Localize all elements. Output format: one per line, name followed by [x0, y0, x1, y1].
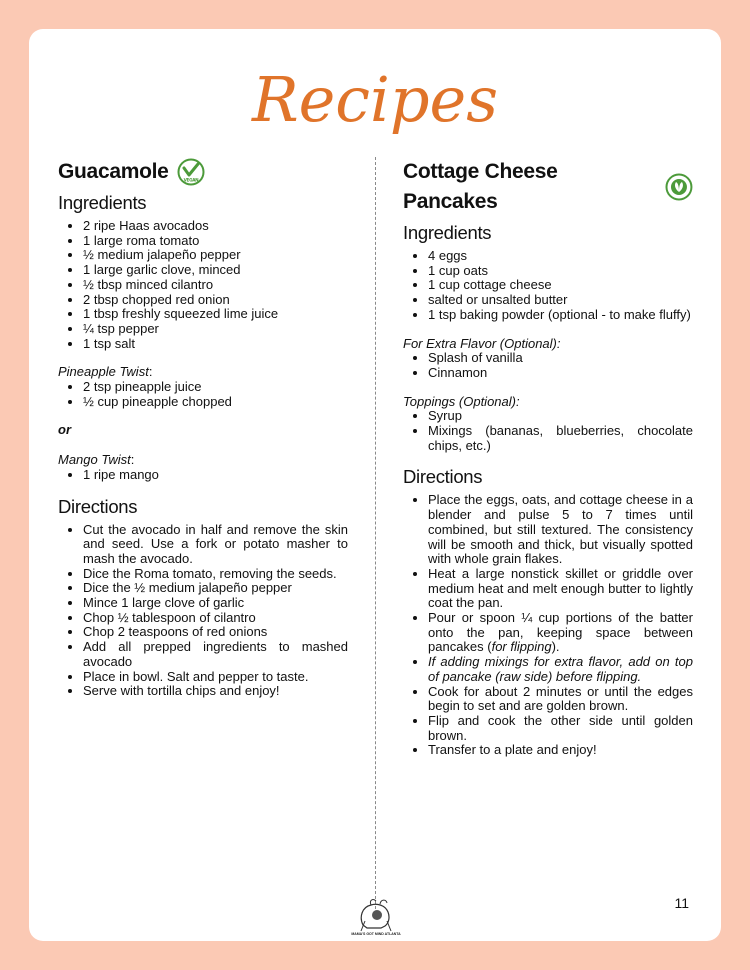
pineapple-twist-list [58, 380, 348, 409]
list-item: • Chop 2 teaspoons of red onions [83, 625, 348, 640]
list-item: • 1 tsp baking powder (optional - to make fluffy) [428, 308, 693, 323]
column-divider [375, 157, 376, 909]
guacamole-column [58, 157, 348, 699]
mango-twist-label [58, 453, 348, 468]
list-item: • salted or unsalted butter [428, 293, 693, 308]
pancakes-column [403, 157, 693, 758]
mango-twist-list [58, 468, 348, 483]
guacamole-directions-heading: Directions [58, 495, 138, 517]
list-item: • Flip and cook the other side until golden brown. [428, 714, 693, 743]
toppings-list [403, 409, 693, 453]
twist-label-text: Pineapple Twist [58, 364, 149, 380]
list-item: • 4 eggs [428, 249, 693, 264]
direction-italic-text: for flipping [491, 639, 552, 655]
list-item: • Chop ½ tablespoon of cilantro [83, 611, 348, 626]
or-separator: or [58, 422, 71, 438]
list-item: • Heat a large nonstick skillet or griddle over medium heat and melt enough butter to lightly coat the pan. [428, 567, 693, 611]
list-item: • Cinnamon [428, 366, 693, 381]
list-item: • Dice the ½ medium jalapeño pepper [83, 581, 348, 596]
direction-text: ). [551, 639, 560, 655]
extra-flavor-list [403, 351, 693, 380]
list-item: • If adding mixings for extra flavor, add on top of pancake (raw side) before flipping. [428, 655, 693, 684]
list-item: • Mince 1 large clove of garlic [83, 596, 348, 611]
list-item: • 2 ripe Haas avocados [83, 219, 348, 234]
list-item: • Cut the avocado in half and remove the skin and seed. Use a fork or potato masher to mash the avocado. [83, 523, 348, 567]
footer-logo-icon [353, 895, 397, 935]
list-item: • 1 tsp salt [83, 337, 348, 352]
pineapple-twist-label [58, 365, 348, 380]
list-item: • Syrup [428, 409, 693, 424]
list-item: • Cook for about 2 minutes or until the edges begin to set and are golden brown. [428, 685, 693, 714]
direction-text: Pour or spoon ¼ cup portions of the batter onto the pan, keeping space between pancakes ( [428, 610, 693, 655]
list-item: • Add all prepped ingredients to mashed avocado [83, 640, 348, 669]
guacamole-ingredients-list [58, 219, 348, 351]
extra-flavor-label: For Extra Flavor (Optional): [403, 335, 561, 351]
pancakes-directions-heading: Directions [403, 466, 483, 488]
toppings-label: Toppings (Optional): [403, 393, 520, 409]
list-item: • Transfer to a plate and enjoy! [428, 743, 693, 758]
list-item: • ½ cup pineapple chopped [83, 395, 348, 410]
list-item: • Serve with tortilla chips and enjoy! [83, 684, 348, 699]
list-item: • ½ medium jalapeño pepper [83, 248, 348, 263]
vegan-badge-text: VEGAN [183, 177, 198, 183]
list-item [428, 611, 693, 655]
list-item: • Splash of vanilla [428, 351, 693, 366]
recipe-page [29, 29, 721, 941]
list-item: • 1 large garlic clove, minced [83, 263, 348, 278]
list-item: • 2 tbsp chopped red onion [83, 293, 348, 308]
list-item: • Place in bowl. Salt and pepper to taste. [83, 670, 348, 685]
list-item: • ¼ tsp pepper [83, 322, 348, 337]
pancakes-title [403, 157, 693, 217]
pancakes-ingredients-heading: Ingredients [403, 222, 492, 243]
footer-logo-text: MAMA'S GOT MIND ATLANTA [351, 932, 401, 936]
pancakes-ingredients-list [403, 249, 693, 323]
list-item: • 1 ripe mango [83, 468, 348, 483]
twist-label-text: Mango Twist [58, 452, 131, 468]
twist-label-colon: : [148, 364, 153, 380]
page-number: 11 [674, 895, 689, 911]
list-item: • Dice the Roma tomato, removing the seeds. [83, 567, 348, 582]
guacamole-directions-list [58, 523, 348, 699]
list-item: • 1 cup cottage cheese [428, 278, 693, 293]
pancakes-directions-list [403, 493, 693, 758]
vegetarian-badge-icon [665, 173, 693, 201]
list-item: • 2 tsp pineapple juice [83, 380, 348, 395]
list-item: • 1 tbsp freshly squeezed lime juice [83, 307, 348, 322]
list-item: • ½ tbsp minced cilantro [83, 278, 348, 293]
page-title: Recipes [251, 63, 499, 136]
guacamole-ingredients-heading: Ingredients [58, 192, 147, 213]
twist-label-colon: : [130, 452, 135, 468]
pancakes-name: Cottage Cheese Pancakes [403, 160, 558, 213]
vegan-badge-icon [177, 158, 205, 186]
list-item: • 1 large roma tomato [83, 234, 348, 249]
list-item: • Place the eggs, oats, and cottage cheese in a blender and pulse 5 to 7 times until combined, but still textured. The consistency will be smooth and thick, but visually spotted with whole grain flakes. [428, 493, 693, 567]
list-item: • 1 cup oats [428, 264, 693, 279]
guacamole-title [58, 157, 348, 187]
list-item: • Mixings (bananas, blueberries, chocolate chips, etc.) [428, 424, 693, 453]
guacamole-name: Guacamole [58, 160, 169, 183]
